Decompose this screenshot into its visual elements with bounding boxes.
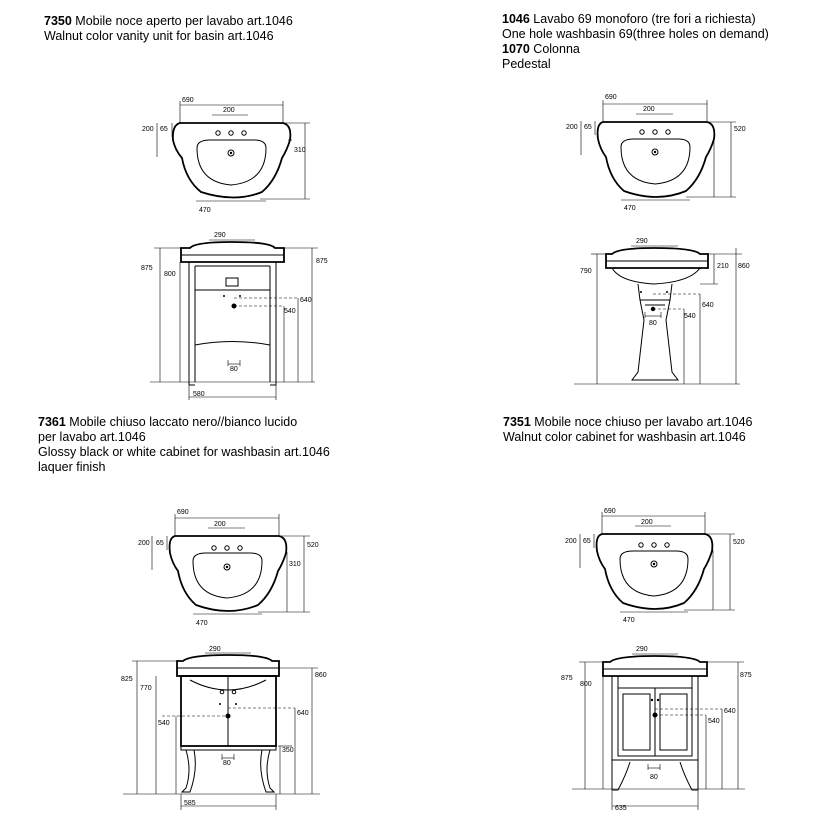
dim-label: 470 — [623, 617, 635, 624]
caption-line: Walnut color cabinet for washbasin art.1046 — [503, 430, 746, 444]
dim-label: 635 — [615, 805, 627, 812]
dim-label: 690 — [605, 94, 617, 101]
dim-label: 310 — [294, 147, 306, 154]
dim-label: 290 — [636, 646, 648, 653]
dim-label: 690 — [177, 509, 189, 516]
dim-label: 690 — [604, 508, 616, 515]
dim-label: 65 — [160, 126, 168, 133]
basin-top-view-7361 — [138, 509, 319, 627]
caption-code: 7350 — [44, 14, 72, 28]
dim-label: 80 — [650, 774, 658, 781]
caption-line: Glossy black or white cabinet for washbasin art.1046 — [38, 445, 330, 459]
basin-top-view-7350 — [142, 97, 310, 214]
dim-label: 200 — [641, 519, 653, 526]
dim-label: 290 — [214, 232, 226, 239]
dim-label: 640 — [724, 708, 736, 715]
dim-label: 200 — [142, 126, 154, 133]
dim-label: 790 — [580, 268, 592, 275]
dim-label: 200 — [566, 124, 578, 131]
dim-label: 350 — [282, 747, 294, 754]
dim-label: 640 — [297, 710, 309, 717]
dim-label: 800 — [164, 271, 176, 278]
dim-label: 860 — [738, 263, 750, 270]
dim-label: 875 — [740, 672, 752, 679]
basin-top-view-1046 — [566, 94, 746, 212]
caption-line: Pedestal — [502, 57, 551, 71]
caption-line: Mobile noce aperto per lavabo art.1046 — [75, 14, 293, 28]
dim-label: 200 — [565, 538, 577, 545]
dim-label: 540 — [158, 720, 170, 727]
dim-label: 80 — [223, 760, 231, 767]
dim-label: 290 — [636, 238, 648, 245]
dim-label: 200 — [214, 521, 226, 528]
caption-line: laquer finish — [38, 460, 106, 474]
dim-label: 80 — [649, 320, 657, 327]
dim-label: 540 — [684, 313, 696, 320]
dim-label: 470 — [199, 207, 211, 214]
dim-label: 470 — [196, 620, 208, 627]
caption-line: Colonna — [533, 42, 580, 56]
dim-label: 200 — [138, 540, 150, 547]
dim-label: 210 — [717, 263, 729, 270]
dim-label: 470 — [624, 205, 636, 212]
caption-code: 1046 — [502, 12, 530, 26]
caption-code: 7361 — [38, 415, 66, 429]
dim-label: 640 — [702, 302, 714, 309]
dim-label: 580 — [193, 391, 205, 398]
dim-label: 65 — [156, 540, 164, 547]
dim-label: 520 — [734, 126, 746, 133]
dim-label: 875 — [316, 258, 328, 265]
caption-line: Mobile noce chiuso per lavabo art.1046 — [534, 415, 753, 429]
dim-label: 65 — [583, 538, 591, 545]
caption-code: 1070 — [502, 42, 530, 56]
dim-label: 640 — [300, 297, 312, 304]
caption-code: 7351 — [503, 415, 531, 429]
caption-line: Lavabo 69 monoforo (tre fori a richiesta) — [533, 12, 756, 26]
dim-label: 585 — [184, 800, 196, 807]
dim-label: 800 — [580, 681, 592, 688]
caption-line: One hole washbasin 69(three holes on demand) — [502, 27, 769, 41]
dim-label: 875 — [141, 265, 153, 272]
dim-label: 200 — [643, 106, 655, 113]
cabinet-front-view-7361 — [121, 646, 327, 810]
dim-label: 80 — [230, 366, 238, 373]
dim-label: 310 — [289, 561, 301, 568]
dim-label: 825 — [121, 676, 133, 683]
dim-label: 770 — [140, 685, 152, 692]
dim-label: 540 — [708, 718, 720, 725]
dim-label: 65 — [584, 124, 592, 131]
dim-label: 520 — [307, 542, 319, 549]
dim-label: 875 — [561, 675, 573, 682]
dim-label: 690 — [182, 97, 194, 104]
dim-label: 540 — [284, 308, 296, 315]
caption-line: per lavabo art.1046 — [38, 430, 146, 444]
dim-label: 520 — [733, 539, 745, 546]
dim-label: 860 — [315, 672, 327, 679]
dim-label: 200 — [223, 107, 235, 114]
pedestal-front-view-1046 — [574, 238, 750, 384]
caption-line: Walnut color vanity unit for basin art.1046 — [44, 29, 274, 43]
cabinet-front-view-7351 — [561, 646, 752, 812]
caption-line: Mobile chiuso laccato nero//bianco lucido — [69, 415, 298, 429]
basin-top-view-7351 — [565, 508, 745, 624]
vanity-front-view-7350 — [141, 232, 328, 400]
dim-label: 290 — [209, 646, 221, 653]
